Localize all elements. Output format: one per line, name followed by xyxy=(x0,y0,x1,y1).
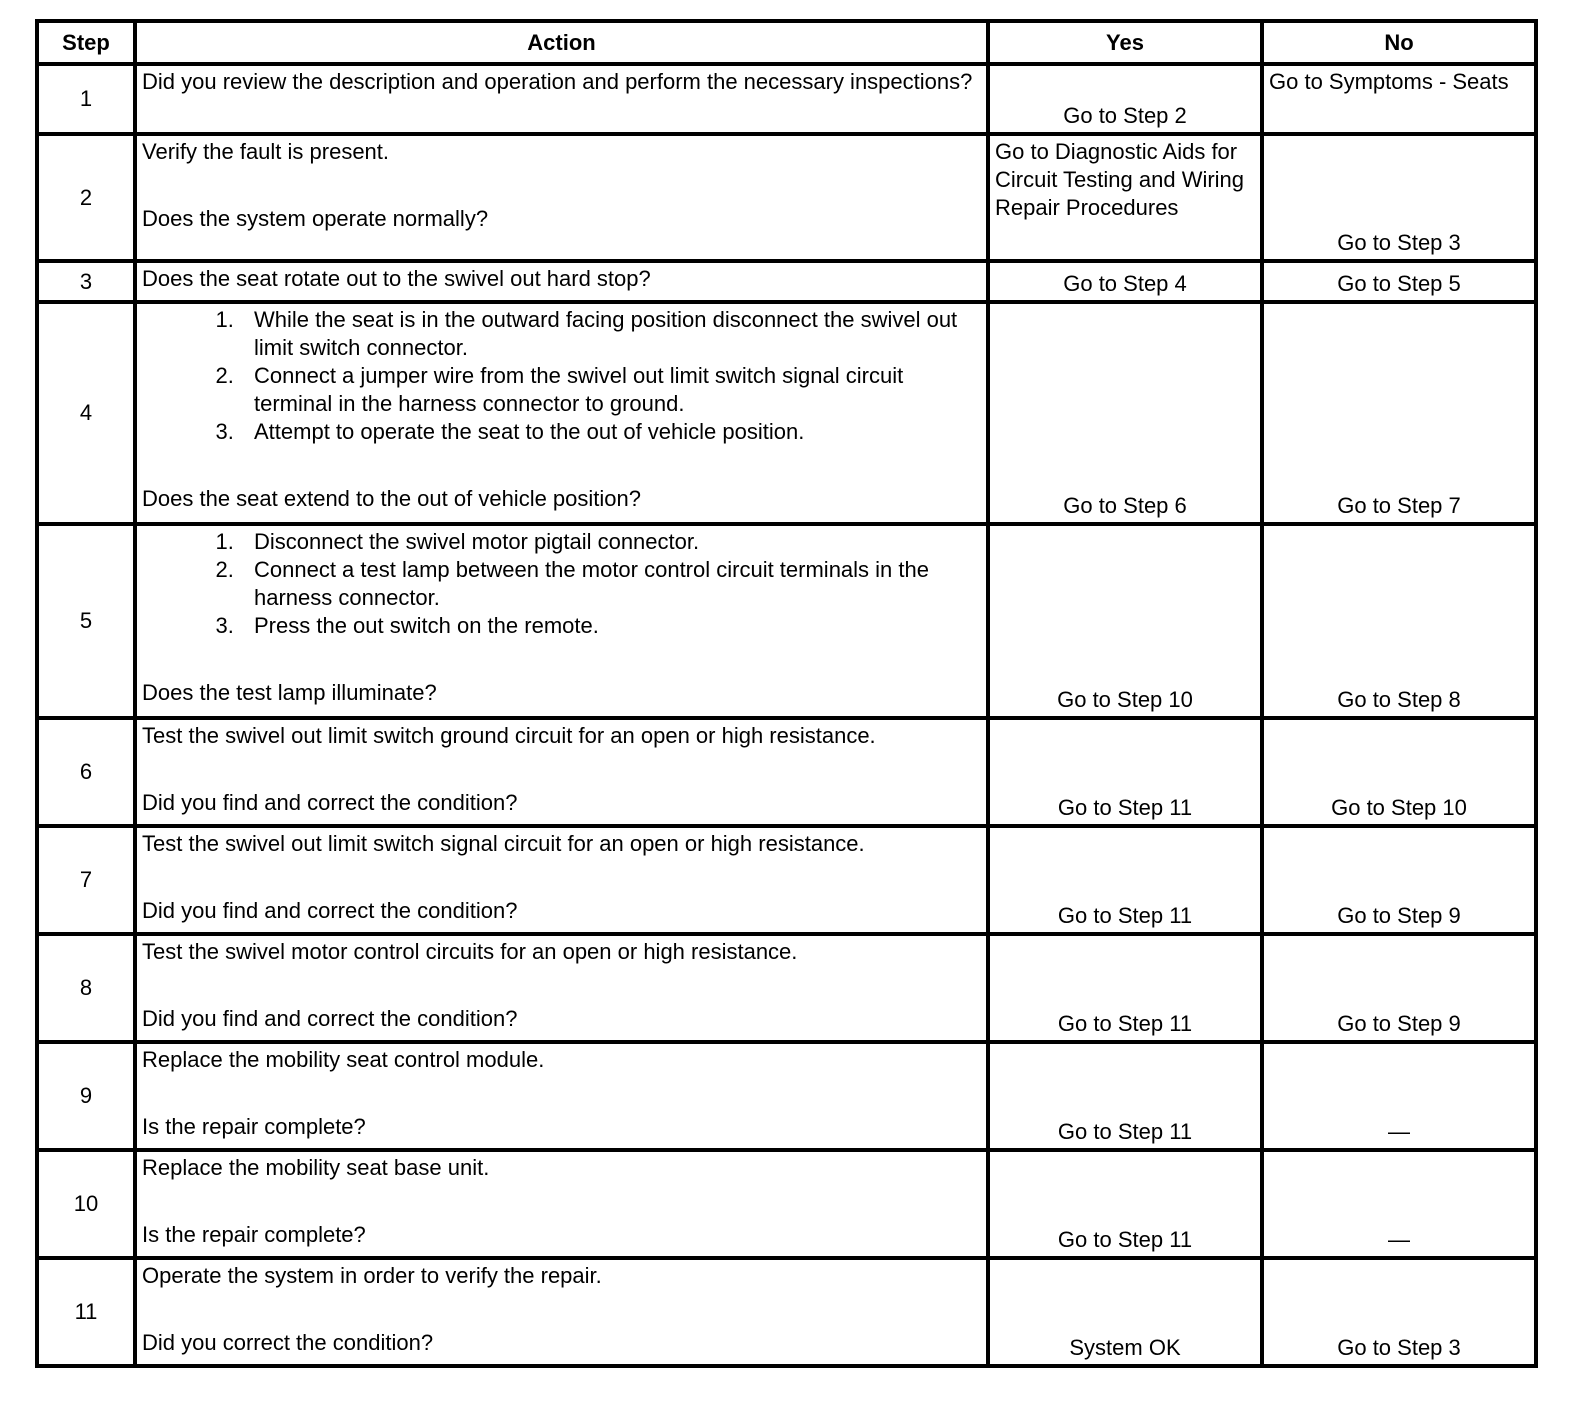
substep-item: 1. While the seat is in the outward facing position disconnect the swivel out limit switch connector. xyxy=(240,306,981,362)
action-cell xyxy=(135,302,988,524)
step-number: 4 xyxy=(37,302,135,524)
table-row xyxy=(37,524,1536,718)
yes-result: Go to Step 6 xyxy=(988,302,1262,524)
action-cell xyxy=(135,524,988,718)
step-number: 11 xyxy=(37,1258,135,1366)
no-result: — xyxy=(1262,1042,1536,1150)
step-number: 10 xyxy=(37,1150,135,1258)
substep-list xyxy=(142,306,981,446)
question-text: Is the repair complete? xyxy=(142,1114,366,1139)
no-result: — xyxy=(1262,1150,1536,1258)
header-no: No xyxy=(1262,21,1536,64)
action-cell xyxy=(135,1258,988,1366)
question-text: Did you correct the condition? xyxy=(142,1330,434,1355)
yes-result: Go to Diagnostic Aids for Circuit Testing and Wiring Repair Procedures xyxy=(988,134,1262,261)
header-yes: Yes xyxy=(988,21,1262,64)
no-result: Go to Step 5 xyxy=(1262,261,1536,302)
table-row xyxy=(37,934,1536,1042)
no-result: Go to Step 9 xyxy=(1262,826,1536,934)
table-row xyxy=(37,1258,1536,1366)
no-result: Go to Symptoms - Seats xyxy=(1262,64,1536,134)
question-text: Does the seat extend to the out of vehicle position? xyxy=(142,486,641,511)
substep-item: 3. Press the out switch on the remote. xyxy=(240,612,981,640)
no-result: Go to Step 10 xyxy=(1262,718,1536,826)
step-number: 3 xyxy=(37,261,135,302)
action-text: Test the swivel motor control circuits for an open or high resistance. xyxy=(142,939,798,964)
substep-item: 2. Connect a jumper wire from the swivel out limit switch signal circuit terminal in the harness connector to ground. xyxy=(240,362,981,418)
action-text: Operate the system in order to verify the repair. xyxy=(142,1263,602,1288)
action-cell xyxy=(135,718,988,826)
no-result: Go to Step 8 xyxy=(1262,524,1536,718)
question-text: Did you find and correct the condition? xyxy=(142,790,518,815)
question-text: Did you find and correct the condition? xyxy=(142,1006,518,1031)
no-result: Go to Step 9 xyxy=(1262,934,1536,1042)
action-text: Does the seat rotate out to the swivel out hard stop? xyxy=(135,261,988,302)
substep-item: 2. Connect a test lamp between the motor control circuit terminals in the harness connector. xyxy=(240,556,981,612)
diagnostic-table xyxy=(35,19,1538,1368)
header-row xyxy=(37,21,1536,64)
substep-item: 1. Disconnect the swivel motor pigtail connector. xyxy=(240,528,981,556)
yes-result: System OK xyxy=(988,1258,1262,1366)
table-row xyxy=(37,134,1536,261)
question-text: Did you find and correct the condition? xyxy=(142,898,518,923)
table-row xyxy=(37,261,1536,302)
action-text: Did you review the description and operation and perform the necessary inspections? xyxy=(135,64,988,134)
no-result: Go to Step 3 xyxy=(1262,134,1536,261)
table-row xyxy=(37,1150,1536,1258)
action-cell xyxy=(135,826,988,934)
yes-result: Go to Step 11 xyxy=(988,1150,1262,1258)
action-text: Verify the fault is present. xyxy=(142,139,390,164)
step-number: 1 xyxy=(37,64,135,134)
table-row xyxy=(37,64,1536,134)
yes-result: Go to Step 11 xyxy=(988,718,1262,826)
yes-result: Go to Step 11 xyxy=(988,826,1262,934)
yes-result: Go to Step 11 xyxy=(988,934,1262,1042)
yes-result: Go to Step 11 xyxy=(988,1042,1262,1150)
header-action: Action xyxy=(135,21,988,64)
action-text: Test the swivel out limit switch signal circuit for an open or high resistance. xyxy=(142,831,865,856)
action-cell xyxy=(135,1042,988,1150)
yes-result: Go to Step 10 xyxy=(988,524,1262,718)
action-text: Test the swivel out limit switch ground circuit for an open or high resistance. xyxy=(142,723,876,748)
question-text: Does the test lamp illuminate? xyxy=(142,680,437,705)
step-number: 8 xyxy=(37,934,135,1042)
step-number: 7 xyxy=(37,826,135,934)
action-cell xyxy=(135,1150,988,1258)
action-cell xyxy=(135,134,988,261)
step-number: 5 xyxy=(37,524,135,718)
question-text: Is the repair complete? xyxy=(142,1222,366,1247)
step-number: 6 xyxy=(37,718,135,826)
action-text: Replace the mobility seat control module. xyxy=(142,1047,545,1072)
substep-list xyxy=(142,528,981,640)
step-number: 9 xyxy=(37,1042,135,1150)
action-cell xyxy=(135,934,988,1042)
action-text: Replace the mobility seat base unit. xyxy=(142,1155,490,1180)
table-row xyxy=(37,826,1536,934)
no-result: Go to Step 7 xyxy=(1262,302,1536,524)
substep-item: 3. Attempt to operate the seat to the out of vehicle position. xyxy=(240,418,981,446)
table-row xyxy=(37,302,1536,524)
table-row xyxy=(37,718,1536,826)
yes-result: Go to Step 2 xyxy=(988,64,1262,134)
question-text: Does the system operate normally? xyxy=(142,206,489,231)
header-step: Step xyxy=(37,21,135,64)
table-row xyxy=(37,1042,1536,1150)
step-number: 2 xyxy=(37,134,135,261)
no-result: Go to Step 3 xyxy=(1262,1258,1536,1366)
yes-result: Go to Step 4 xyxy=(988,261,1262,302)
